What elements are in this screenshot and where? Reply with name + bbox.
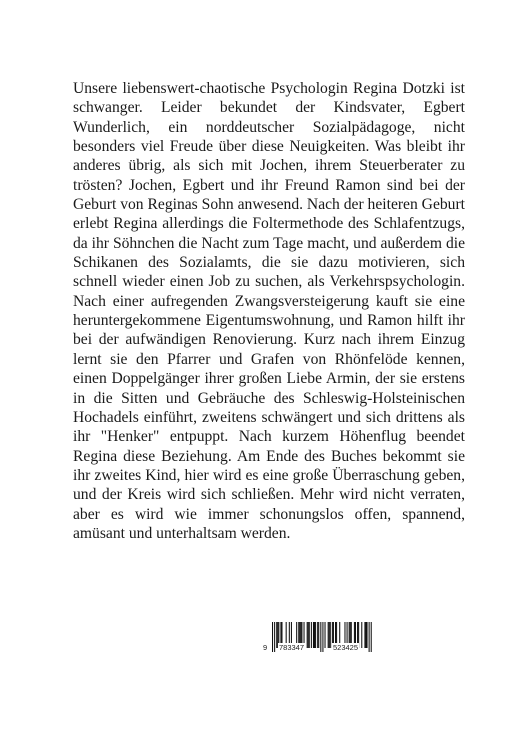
- barcode-left-digits: 783347: [279, 643, 305, 652]
- blurb-text: Unsere liebenswert-chaotische Psychologin Regina Dotzki ist schwanger. Leider bekundet der Kindsvater, Egbert Wunderlich, ein norddeutscher Sozialpädagoge, nicht besonders viel Freude über diese Neuigkeiten. Was bleibt ihr anderes übrig, als sich mit Jochen, ihrem Steuerberater zu trösten? Jochen, Egbert und ihr Freund Ramon sind bei der Geburt von Reginas Sohn anwesend. Nach der heiteren Geburt erlebt Regina allerdings die Foltermethode des Schlafentzugs, da ihr Söhnchen die Nacht zum Tage macht, und außerdem die Schikanen des Sozialamts, die sie dazu motivieren, sich schnell wieder einen Job zu suchen, als Verkehrspsychologin. Nach einer aufregenden Zwangsversteigerung kauft sie eine heruntergekommene Eigentumswohnung, und Ramon hilft ihr bei der aufwändigen Renovierung. Kurz nach ihrem Einzug lernt sie den Pfarrer und Grafen von Rhönfelöde kennen, einen Doppelgänger ihrer großen Liebe Armin, der sie erstens in die Sitten und Gebräuche des Schleswig-Holsteinischen Hochadels einführt, zweitens schwängert und sich drittens als ihr "Henker" entpuppt. Nach kurzem Höhenflug beendet Regina diese Beziehung. Am Ende des Buches bekommt sie ihr zweites Kind, hier wird es eine große Überraschung geben, und der Kreis wird sich schließen. Mehr wird nicht verraten, aber es wird wie immer schonungslos offen, spannend, amüsant und unterhaltsam werden.: [73, 80, 465, 542]
- barcode-right-digits: 523425: [333, 643, 359, 652]
- barcode-number: [262, 643, 382, 655]
- barcode-lead-digit: 9: [263, 643, 268, 652]
